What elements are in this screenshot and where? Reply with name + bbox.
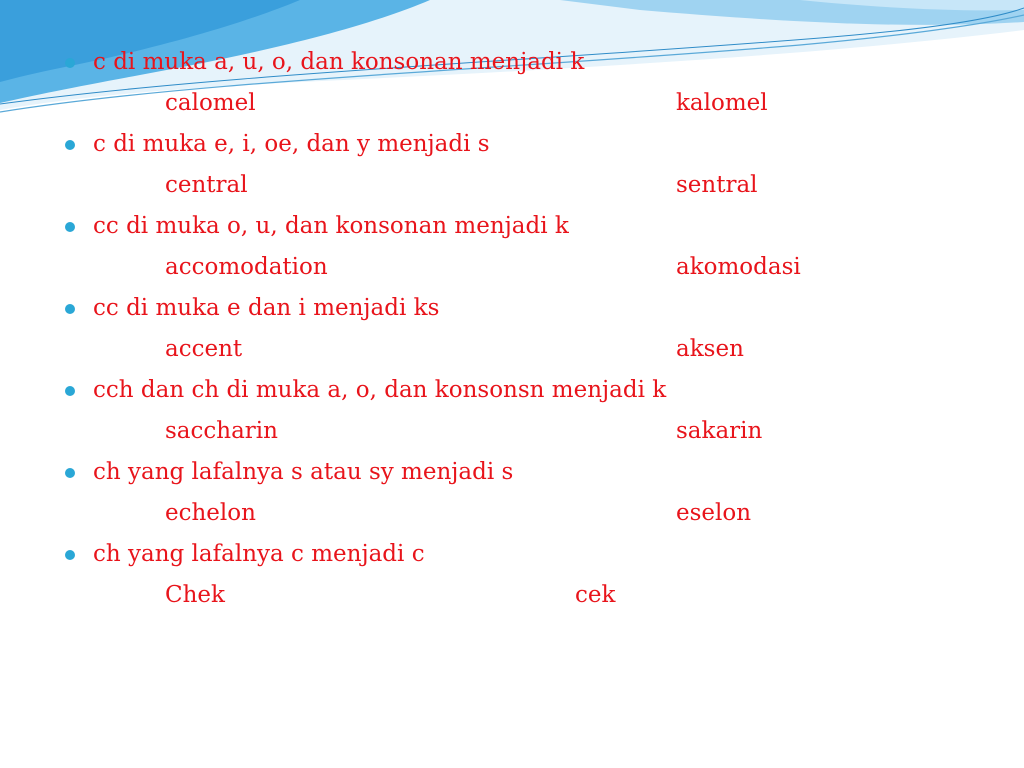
rule-item [0,125,1024,166]
bullet-icon [65,140,75,150]
example-original: Chek [165,582,225,608]
example-original: calomel [165,90,256,116]
example-original: accomodation [165,254,328,280]
bullet-icon [65,304,75,314]
rule-text: cch dan ch di muka a, o, dan konsonsn menjadi k [93,377,667,403]
rule-item [0,289,1024,330]
rule-text: ch yang lafalnya c menjadi c [93,541,425,567]
bullet-icon [65,58,75,68]
example-adapted: cek [575,582,616,608]
example-adapted: eselon [676,500,752,526]
rule-item [0,535,1024,576]
rule-text: c di muka e, i, oe, dan y menjadi s [93,131,490,157]
example-adapted: kalomel [676,90,768,116]
example-original: accent [165,336,243,362]
rule-item [0,43,1024,84]
rule-text: ch yang lafalnya s atau sy menjadi s [93,459,514,485]
example-original: saccharin [165,418,278,444]
rule-text: cc di muka o, u, dan konsonan menjadi k [93,213,569,239]
example-adapted: aksen [676,336,744,362]
rule-item [0,371,1024,412]
rule-item [0,453,1024,494]
bullet-icon [65,386,75,396]
example-original: central [165,172,248,198]
example-adapted: sentral [676,172,758,198]
example-adapted: akomodasi [676,254,801,280]
bullet-icon [65,550,75,560]
rule-text: c di muka a, u, o, dan konsonan menjadi k [93,49,585,75]
example-original: echelon [165,500,256,526]
bullet-icon [65,222,75,232]
rule-text: cc di muka e dan i menjadi ks [93,295,440,321]
bullet-icon [65,468,75,478]
rule-item [0,207,1024,248]
example-adapted: sakarin [676,418,763,444]
